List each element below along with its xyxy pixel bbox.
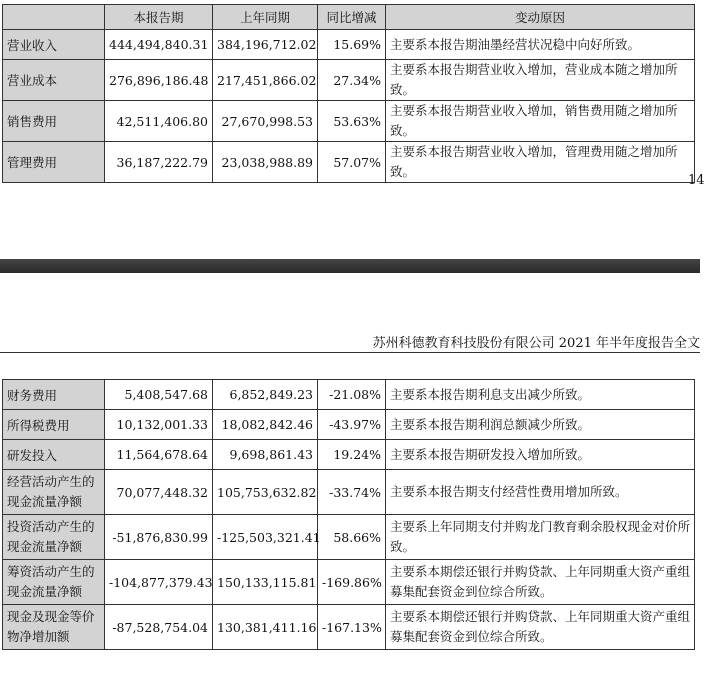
- running-header: [0, 332, 700, 353]
- row-item: 筹资活动产生的现金流量净额: [3, 560, 105, 605]
- row-item: 销售费用: [3, 101, 105, 142]
- row-reason: 主要系本报告期支付经营性费用增加所致。: [386, 470, 695, 515]
- row-prior: 150,133,115.81: [213, 560, 318, 605]
- row-reason: 主要系本报告期营业收入增加，营业成本随之增加所致。: [386, 60, 695, 101]
- header-yoy-change: 同比增减: [318, 5, 386, 30]
- financial-table-bottom: [2, 379, 695, 650]
- row-prior: 384,196,712.02: [213, 30, 318, 60]
- row-change: -21.08%: [318, 380, 386, 410]
- row-item: 现金及现金等价物净增加额: [3, 605, 105, 650]
- row-current: 70,077,448.32: [105, 470, 213, 515]
- header-current-period: 本报告期: [105, 5, 213, 30]
- table-row: [3, 101, 695, 142]
- row-current: 36,187,222.79: [105, 142, 213, 183]
- row-reason: 主要系本报告期利息支出减少所致。: [386, 380, 695, 410]
- header-change-reason: 变动原因: [386, 5, 695, 30]
- row-item: 所得税费用: [3, 410, 105, 440]
- row-current: -87,528,754.04: [105, 605, 213, 650]
- row-prior: 27,670,998.53: [213, 101, 318, 142]
- row-item: 投资活动产生的现金流量净额: [3, 515, 105, 560]
- row-reason: 主要系本报告期营业收入增加，管理费用随之增加所致。: [386, 142, 695, 183]
- row-reason: 主要系本报告期营业收入增加，销售费用随之增加所致。: [386, 101, 695, 142]
- row-prior: 9,698,861.43: [213, 440, 318, 470]
- row-current: 5,408,547.68: [105, 380, 213, 410]
- row-current: 444,494,840.31: [105, 30, 213, 60]
- row-prior: 18,082,842.46: [213, 410, 318, 440]
- table-row: [3, 470, 695, 515]
- row-current: -104,877,379.43: [105, 560, 213, 605]
- header-item: [3, 5, 105, 30]
- row-item: 财务费用: [3, 380, 105, 410]
- row-reason: 主要系本报告期油墨经营状况稳中向好所致。: [386, 30, 695, 60]
- table-row: [3, 30, 695, 60]
- row-current: 276,896,186.48: [105, 60, 213, 101]
- running-header-text: 苏州科德教育科技股份有限公司 2021 年半年度报告全文: [372, 336, 700, 351]
- financial-table-top: [2, 4, 695, 183]
- row-prior: 130,381,411.16: [213, 605, 318, 650]
- row-reason: 主要系本报告期研发投入增加所致。: [386, 440, 695, 470]
- page-number: 14: [688, 173, 705, 188]
- page-break-divider: [0, 259, 700, 273]
- row-reason: 主要系本期偿还银行并购贷款、上年同期重大资产重组募集配套资金到位综合所致。: [386, 605, 695, 650]
- row-change: 57.07%: [318, 142, 386, 183]
- row-current: 10,132,001.33: [105, 410, 213, 440]
- table-row: [3, 60, 695, 101]
- row-change: -167.13%: [318, 605, 386, 650]
- row-current: 42,511,406.80: [105, 101, 213, 142]
- header-prior-period: 上年同期: [213, 5, 318, 30]
- table-row: [3, 605, 695, 650]
- row-change: 58.66%: [318, 515, 386, 560]
- row-current: 11,564,678.64: [105, 440, 213, 470]
- table-row: [3, 560, 695, 605]
- table-row: [3, 380, 695, 410]
- row-change: 19.24%: [318, 440, 386, 470]
- row-item: 管理费用: [3, 142, 105, 183]
- row-change: -33.74%: [318, 470, 386, 515]
- table-row: [3, 142, 695, 183]
- row-change: -169.86%: [318, 560, 386, 605]
- row-change: 53.63%: [318, 101, 386, 142]
- row-item: 研发投入: [3, 440, 105, 470]
- row-change: 27.34%: [318, 60, 386, 101]
- row-current: -51,876,830.99: [105, 515, 213, 560]
- row-prior: -125,503,321.41: [213, 515, 318, 560]
- row-prior: 217,451,866.02: [213, 60, 318, 101]
- row-prior: 6,852,849.23: [213, 380, 318, 410]
- table-row: [3, 410, 695, 440]
- row-change: 15.69%: [318, 30, 386, 60]
- row-item: 营业成本: [3, 60, 105, 101]
- table-header-row: [3, 5, 695, 30]
- row-item: 营业收入: [3, 30, 105, 60]
- row-reason: 主要系上年同期支付并购龙门教育剩余股权现金对价所致。: [386, 515, 695, 560]
- row-item: 经营活动产生的现金流量净额: [3, 470, 105, 515]
- table-row: [3, 515, 695, 560]
- row-change: -43.97%: [318, 410, 386, 440]
- row-prior: 23,038,988.89: [213, 142, 318, 183]
- row-reason: 主要系本报告期利润总额减少所致。: [386, 410, 695, 440]
- row-reason: 主要系本期偿还银行并购贷款、上年同期重大资产重组募集配套资金到位综合所致。: [386, 560, 695, 605]
- table-row: [3, 440, 695, 470]
- row-prior: 105,753,632.82: [213, 470, 318, 515]
